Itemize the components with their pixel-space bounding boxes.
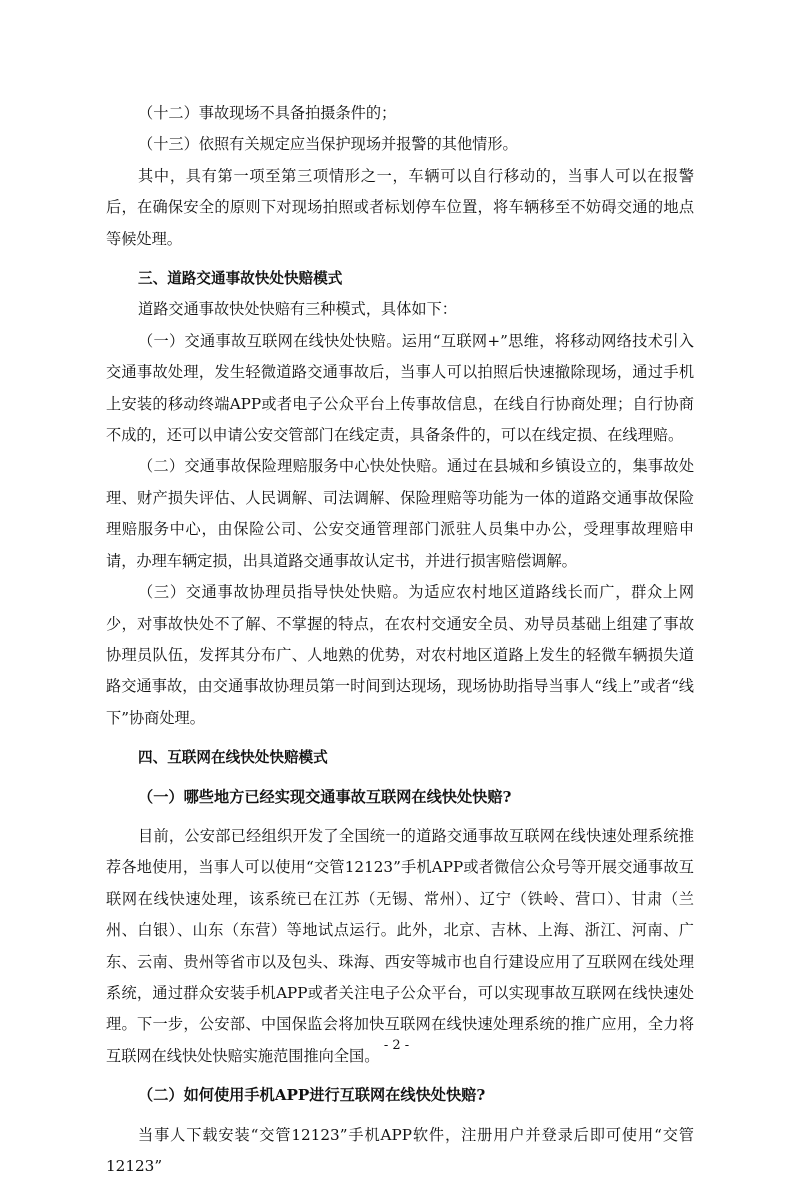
page-number: - 2 - [383,1038,410,1053]
document-body [106,98,694,1182]
paragraph-mode-service-center: （二）交通事故保险理赔服务中心快处快赔。通过在县城和乡镇设立的，集事故处理、财产损失评估、人民调解、司法调解、保险理赔等功能为一体的道路交通事故保险理赔服务中心，由保险公司、公安交通管理部门派驻人员集中办公，受理事故理赔申请，办理车辆定损，出具道路交通事故认定书，并进行损害赔偿调解。 [106,457,694,570]
section-heading-4: 四、互联网在线快处快赔模式 [138,749,328,767]
paragraph-regions: 目前，公安部已经组织开发了全国统一的道路交通事故互联网在线快速处理系统推荐各地使用，当事人可以使用“交管12123”手机APP或者微信公众号等开展交通事故互联网在线快速处理，该系统已在江苏（无锡、常州）、辽宁（铁岭、营口）、甘肃（兰州、白银）、山东（东营）等地试点运行。此外，北京、吉林、上海、浙江、河南、广东、云南、贵州等省市以及包头、珠海、西安等城市也自行建设应用了互联网在线处理系统，通过群众安装手机APP或者关注电子公众平台，可以实现事故互联网在线快速处理。下一步，公安部、中国保监会将加快互联网在线快速处理系统的推广应用，全力将互联网在线快处快赔实施范围推向全国。 [106,826,694,1065]
subheading-which-regions: （一）哪些地方已经实现交通事故互联网在线快处快赔? [138,787,512,806]
subheading-how-to-use-app: （二）如何使用手机APP进行互联网在线快处快赔? [138,1086,486,1105]
paragraph-item-13: （十三）依照有关规定应当保护现场并报警的其他情形。 [138,135,518,154]
paragraph-app-usage: 当事人下载安装“交管12123”手机APP软件，注册用户并登录后即可使用“交管12123” [106,1125,694,1175]
section-heading-3: 三、道路交通事故快处快赔模式 [138,270,343,288]
paragraph-movable-vehicles: 其中，具有第一项至第三项情形之一，车辆可以自行移动的，当事人可以在报警后，在确保安全的原则下对现场拍照或者标划停车位置，将车辆移至不妨碍交通的地点等候处理。 [106,166,694,248]
paragraph-mode-coordinator: （三）交通事故协理员指导快处快赔。为适应农村地区道路线长而广，群众上网少，对事故快处不了解、不掌握的特点，在农村交通安全员、劝导员基础上组建了事故协理员队伍，发挥其分布广、人地熟的优势，对农村地区道路上发生的轻微车辆损失道路交通事故，由交通事故协理员第一时间到达现场，现场协助指导当事人“线上”或者“线下”协商处理。 [106,583,694,727]
paragraph-mode-online: （一）交通事故互联网在线快处快赔。运用“互联网+”思维，将移动网络技术引入交通事故处理，发生轻微道路交通事故后，当事人可以拍照后快速撤除现场，通过手机上安装的移动终端APP或者电子公众平台上传事故信息，在线自行协商处理；自行协商不成的，还可以申请公安交管部门在线定责，具备条件的，可以在线定损、在线理赔。 [106,331,694,445]
paragraph-modes-intro: 道路交通事故快处快赔有三种模式，具体如下： [138,300,457,319]
paragraph-item-12: （十二）事故现场不具备拍摄条件的； [138,104,397,122]
